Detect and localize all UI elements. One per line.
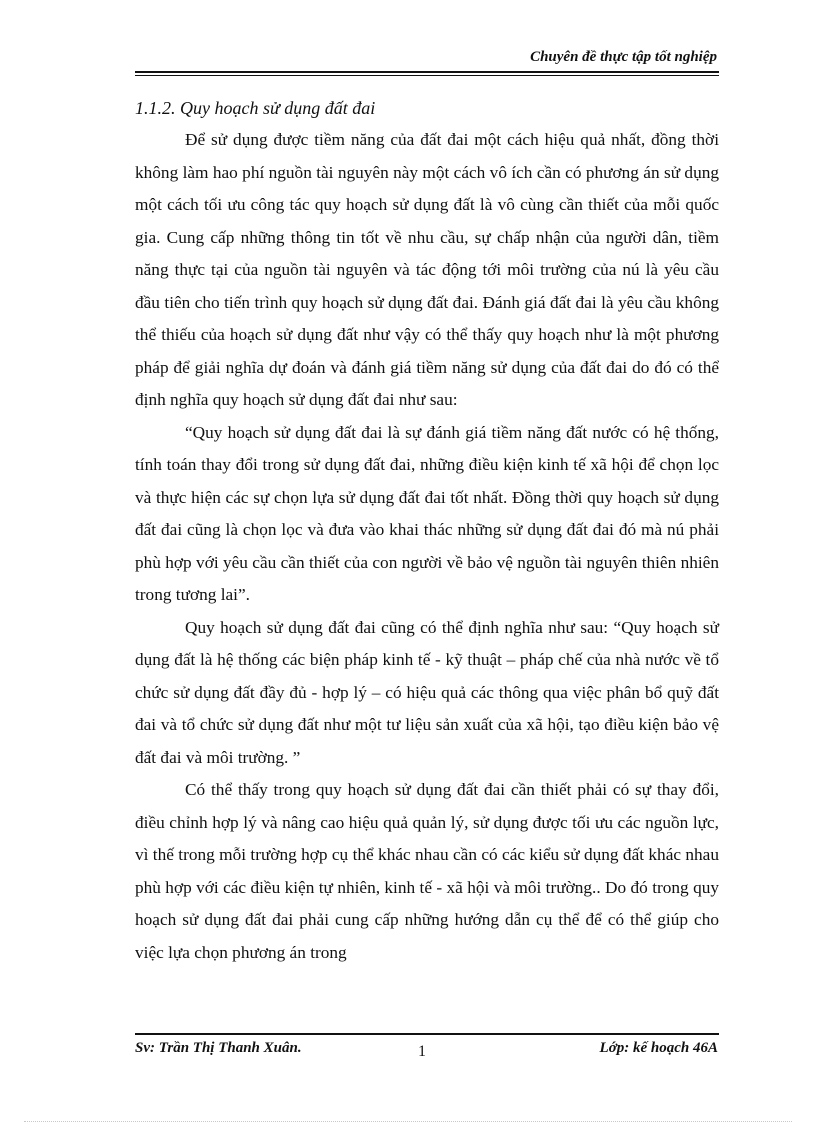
footer-divider	[135, 1033, 719, 1035]
footer-student-name: Sv: Trần Thị Thanh Xuân.	[135, 1040, 302, 1056]
paragraph-2: “Quy hoạch sử dụng đất đai là sự đánh giá tiềm năng đất nước có hệ thống, tính toán thay đổi trong sử dụng đất đai, những điều kiện kinh tế xã hội để chọn lọc và thực hiện các sự chọn lựa sử dụng đất đai tốt nhất. Đồng thời quy hoạch sử dụng đất đai cũng là chọn lọc và đưa vào khai thác những sử dụng đất đai đó mà nú phải phù hợp với yêu cầu cần thiết của con người về bảo vệ nguồn tài nguyên thiên nhiên trong tương lai”.	[135, 422, 719, 604]
paragraph-1: Để sử dụng được tiềm năng của đất đai một cách hiệu quả nhất, đồng thời không làm hao phí nguồn tài nguyên này một cách vô ích cần có phương án sử dụng một cách tối ưu công tác quy hoạch sử dụng đất là vô cùng cần thiết của mỗi quốc gia. Cung cấp những thông tin tốt về nhu cầu, sự chấp nhận của người dân, tiềm năng thực tại của nguồn tài nguyên và tác động tới môi trường của nú là yêu cầu đầu tiên cho tiến trình quy hoạch sử dụng đất đai. Đánh giá đất đai là yêu cầu không thể thiếu của hoạch sử dụng đất như vậy có thể thấy quy hoạch như là một phương pháp để giải nghĩa dự đoán và đánh giá tiềm năng sử dụng của đất đai do đó có thể định nghĩa quy hoạch sử dụng đất đai như sau:	[135, 130, 719, 409]
section-title: 1.1.2. Quy hoạch sử dụng đất đai	[135, 98, 376, 118]
paragraph-3: Quy hoạch sử dụng đất đai cũng có thể định nghĩa như sau: “Quy hoạch sử dụng đất là hệ thống các biện pháp kinh tế - kỹ thuật – pháp chế của nhà nước về tổ chức sử dụng đất đầy đủ - hợp lý – có hiệu quả các thông qua việc phân bổ quỹ đất đai và tổ chức sử dụng đất như một tư liệu sản xuất của xã hội, tạo điều kiện bảo vệ đất đai và môi trường. ”	[135, 617, 719, 767]
paragraph-4: Có thể thấy trong quy hoạch sử dụng đất đai cần thiết phải có sự thay đổi, điều chỉnh hợp lý và nâng cao hiệu quả quản lý, sử dụng được tối ưu các nguồn lực, vì thế trong mỗi trường hợp cụ thể khác nhau cần có các kiểu sử dụng đất khác nhau phù hợp với các điều kiện tự nhiên, kinh tế - xã hội và môi trường.. Do đó trong quy hoạch sử dụng đất đai phải cung cấp những hướng dẫn cụ thể để có thể giúp cho việc lựa chọn phương án trong	[135, 780, 719, 962]
document-body	[135, 93, 719, 969]
page-number: 1	[418, 1043, 426, 1060]
header-title: Chuyên đề thực tập tốt nghiệp	[530, 49, 717, 65]
page-edge-divider	[24, 1121, 792, 1122]
page-header	[135, 44, 719, 73]
footer-class: Lớp: kế hoạch 46A	[599, 1040, 718, 1056]
